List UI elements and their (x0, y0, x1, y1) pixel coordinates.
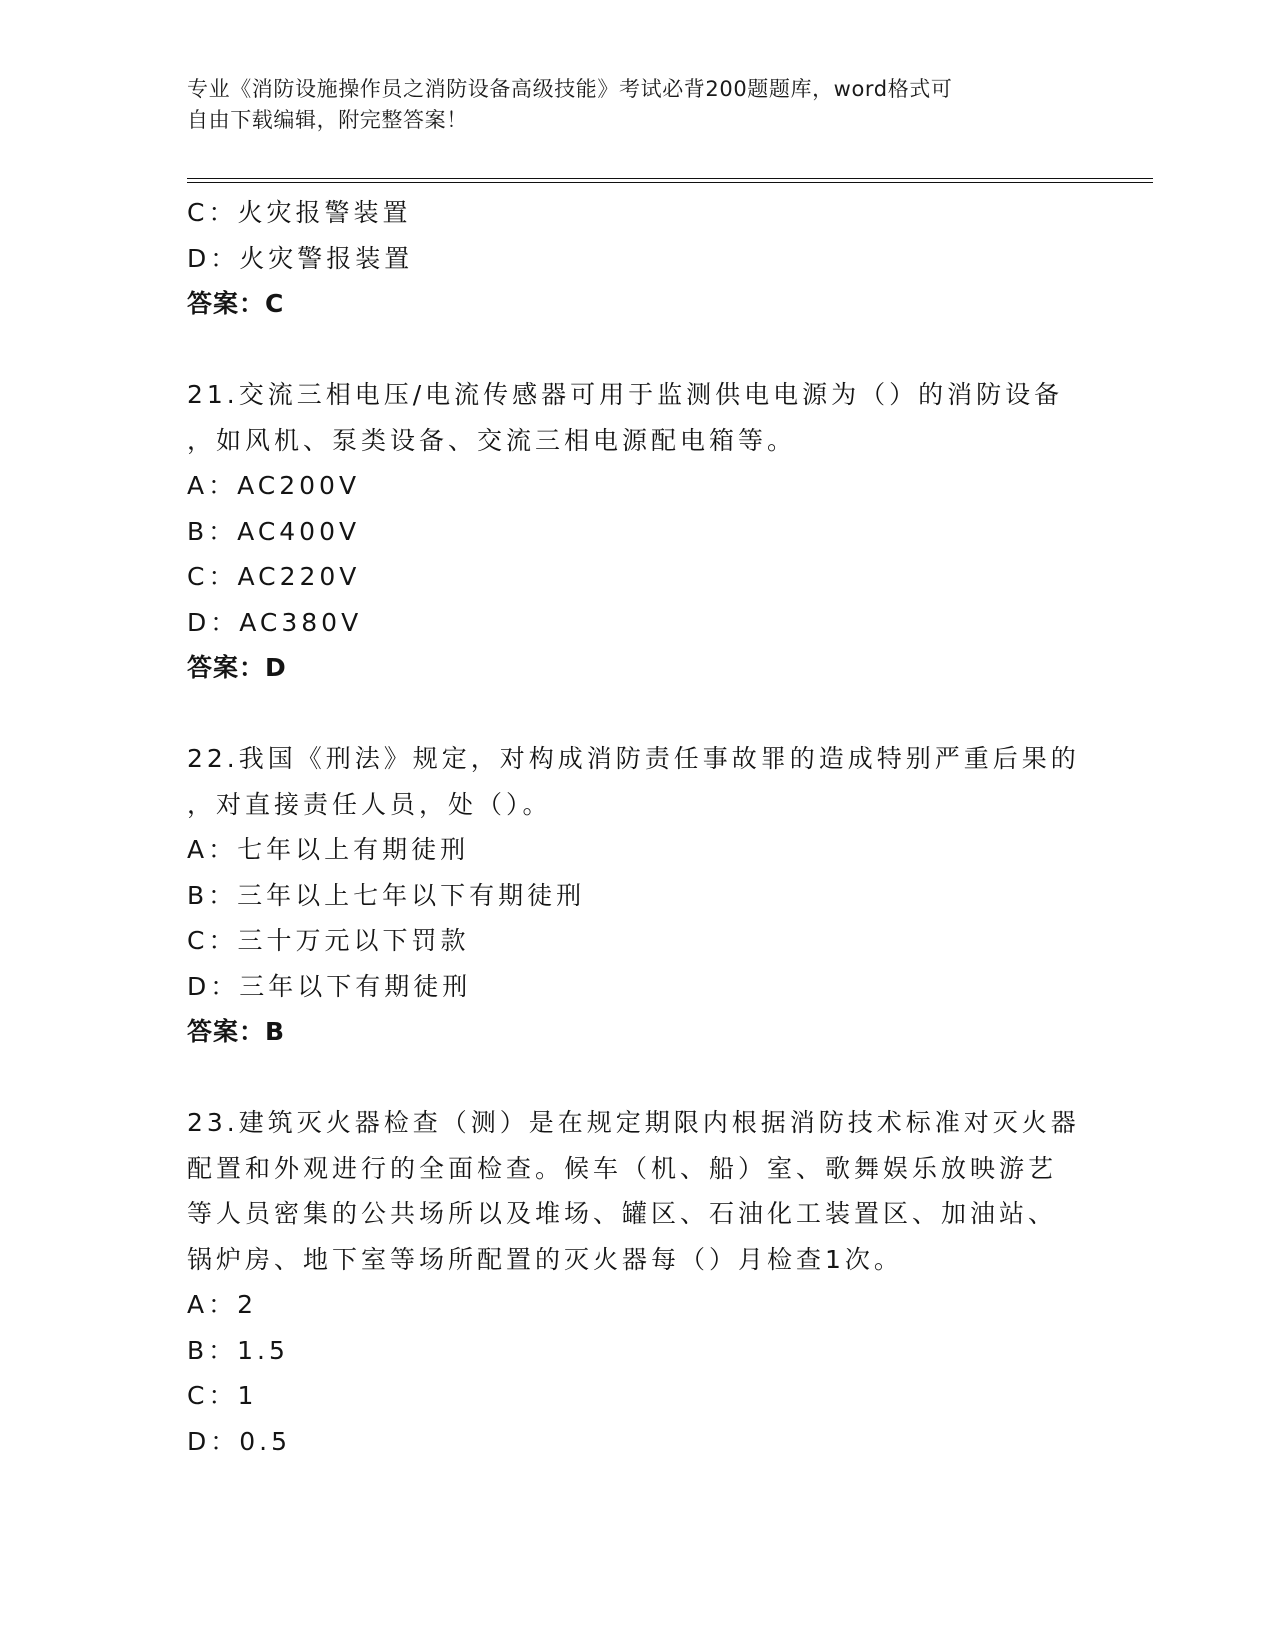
question-text-line: 配置和外观进行的全面检查。候车（机、船）室、歌舞娱乐放映游艺 (187, 1153, 1058, 1183)
question-text-line: ，如风机、泵类设备、交流三相电源配电箱等。 (187, 425, 797, 455)
answer: 答案：C (187, 289, 285, 318)
option-a: A：七年以上有期徒刑 (187, 835, 470, 864)
option-c: C：AC220V (187, 562, 361, 591)
header-line-1: 专业《消防设施操作员之消防设备高级技能》考试必背200题题库，word格式可 (187, 77, 953, 101)
question-list (187, 190, 1087, 1464)
header-divider-top (187, 178, 1153, 179)
answer: 答案：D (187, 653, 287, 682)
spacer (187, 691, 1087, 737)
page-header (187, 74, 1087, 136)
question-text-line: 21.交流三相电压/电流传感器可用于监测供电电源为（）的消防设备 (187, 380, 1064, 409)
option-d: D：火灾警报装置 (187, 243, 414, 273)
spacer (187, 1055, 1087, 1101)
option-a: A：AC200V (187, 471, 361, 500)
option-a: A：2 (187, 1290, 258, 1319)
header-divider-bottom (187, 182, 1153, 183)
question-22 (187, 736, 1087, 1055)
option-c: C：三十万元以下罚款 (187, 926, 470, 955)
option-b: B：AC400V (187, 516, 361, 546)
question-text-line: 22.我国《刑法》规定，对构成消防责任事故罪的造成特别严重后果的 (187, 744, 1080, 773)
question-text-line: 23.建筑灭火器检查（测）是在规定期限内根据消防技术标准对灭火器 (187, 1108, 1080, 1137)
question-23 (187, 1100, 1087, 1464)
option-b: B：1.5 (187, 1335, 289, 1365)
option-b: B：三年以上七年以下有期徒刑 (187, 880, 586, 910)
option-d: D：AC380V (187, 607, 363, 637)
question-20-tail (187, 190, 1087, 327)
option-c: C：1 (187, 1381, 258, 1410)
question-text-line: 锅炉房、地下室等场所配置的灭火器每（）月检查1次。 (187, 1244, 903, 1274)
spacer (187, 327, 1087, 373)
option-d: D：三年以下有期徒刑 (187, 971, 472, 1001)
option-c: C：火灾报警装置 (187, 198, 412, 227)
question-text-line: 等人员密集的公共场所以及堆场、罐区、石油化工装置区、加油站、 (187, 1199, 1058, 1228)
header-line-2: 自由下载编辑，附完整答案！ (187, 108, 468, 132)
question-text-line: ，对直接责任人员，处（）。 (187, 789, 552, 819)
answer: 答案：B (187, 1017, 286, 1046)
question-21 (187, 372, 1087, 691)
option-d: D：0.5 (187, 1426, 292, 1456)
